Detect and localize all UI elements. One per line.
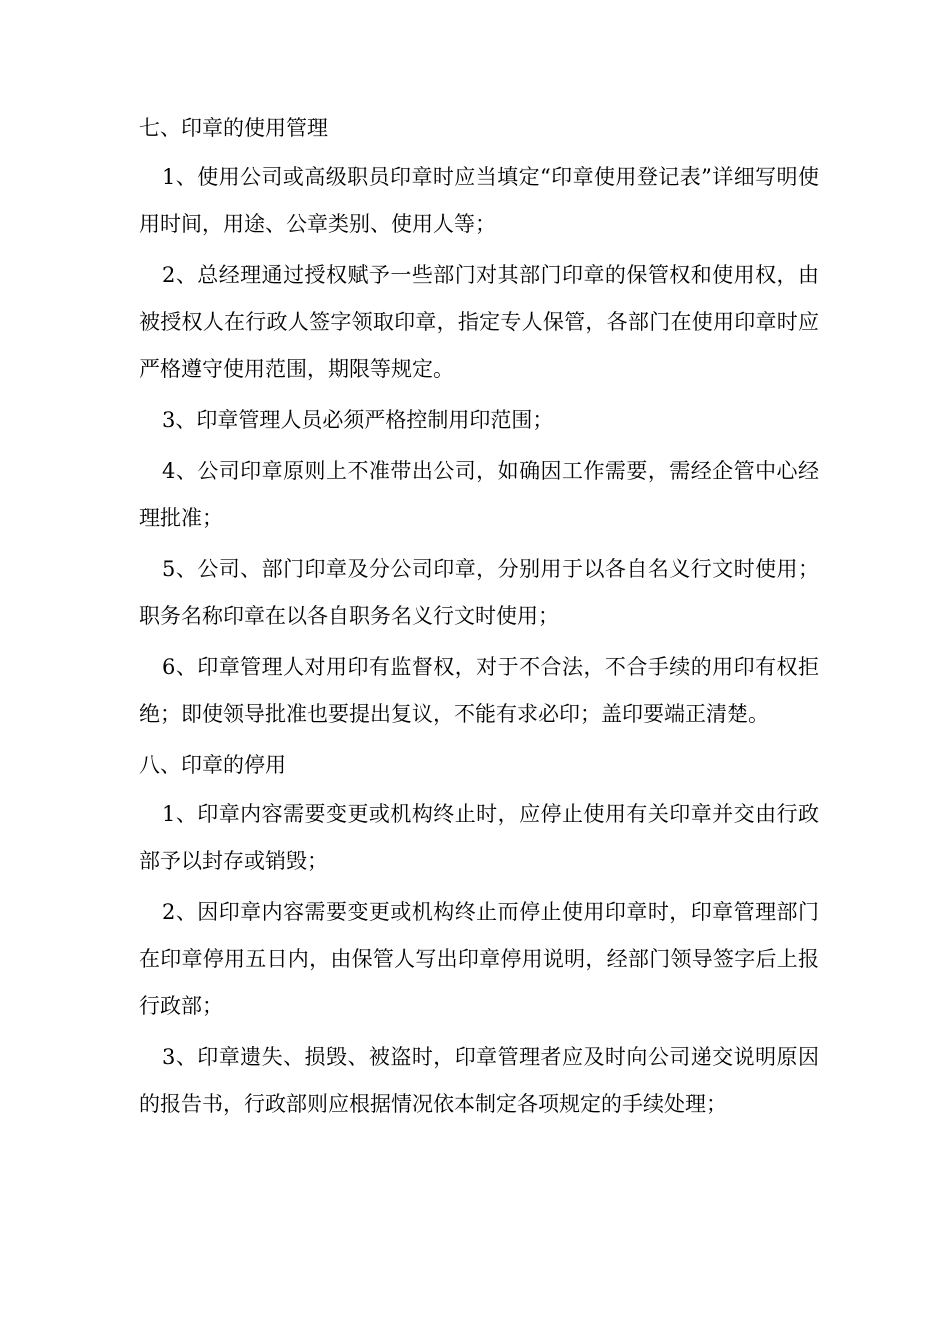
paragraph: 3、印章遗失、损毁、被盗时，印章管理者应及时向公司递交说明原因的报告书，行政部则应根据情况依本制定各项规定的手续处理； <box>139 1045 819 1116</box>
section-seal-usage <box>139 105 819 738</box>
document-body <box>139 105 819 1132</box>
paragraph: 4、公司印章原则上不准带出公司，如确因工作需要，需经企管中心经理批准； <box>139 459 819 530</box>
paragraph: 2、总经理通过授权赋予一些部门对其部门印章的保管权和使用权，由被授权人在行政人签字领取印章，指定专人保管，各部门在使用印章时应严格遵守使用范围，期限等规定。 <box>139 263 819 381</box>
paragraph: 2、因印章内容需要变更或机构终止而停止使用印章时，印章管理部门在印章停用五日内，由保管人写出印章停用说明，经部门领导签字后上报行政部； <box>139 900 819 1018</box>
paragraph: 1、使用公司或高级职员印章时应当填定“印章使用登记表”详细写明使用时间，用途、公章类别、使用人等； <box>139 165 819 236</box>
section-heading: 七、印章的使用管理 <box>139 116 328 140</box>
paragraph: 5、公司、部门印章及分公司印章，分别用于以各自名义行文时使用；职务名称印章在以各自职务名义行文时使用； <box>139 557 819 628</box>
section-heading: 八、印章的停用 <box>139 753 286 777</box>
section-seal-deactivation <box>139 742 819 1128</box>
paragraph: 3、印章管理人员必须严格控制用印范围； <box>162 408 554 432</box>
paragraph: 1、印章内容需要变更或机构终止时，应停止使用有关印章并交由行政部予以封存或销毁； <box>139 802 819 873</box>
paragraph: 6、印章管理人对用印有监督权，对于不合法，不合手续的用印有权拒绝；即使领导批准也要提出复议，不能有求必印；盖印要端正清楚。 <box>139 655 819 726</box>
